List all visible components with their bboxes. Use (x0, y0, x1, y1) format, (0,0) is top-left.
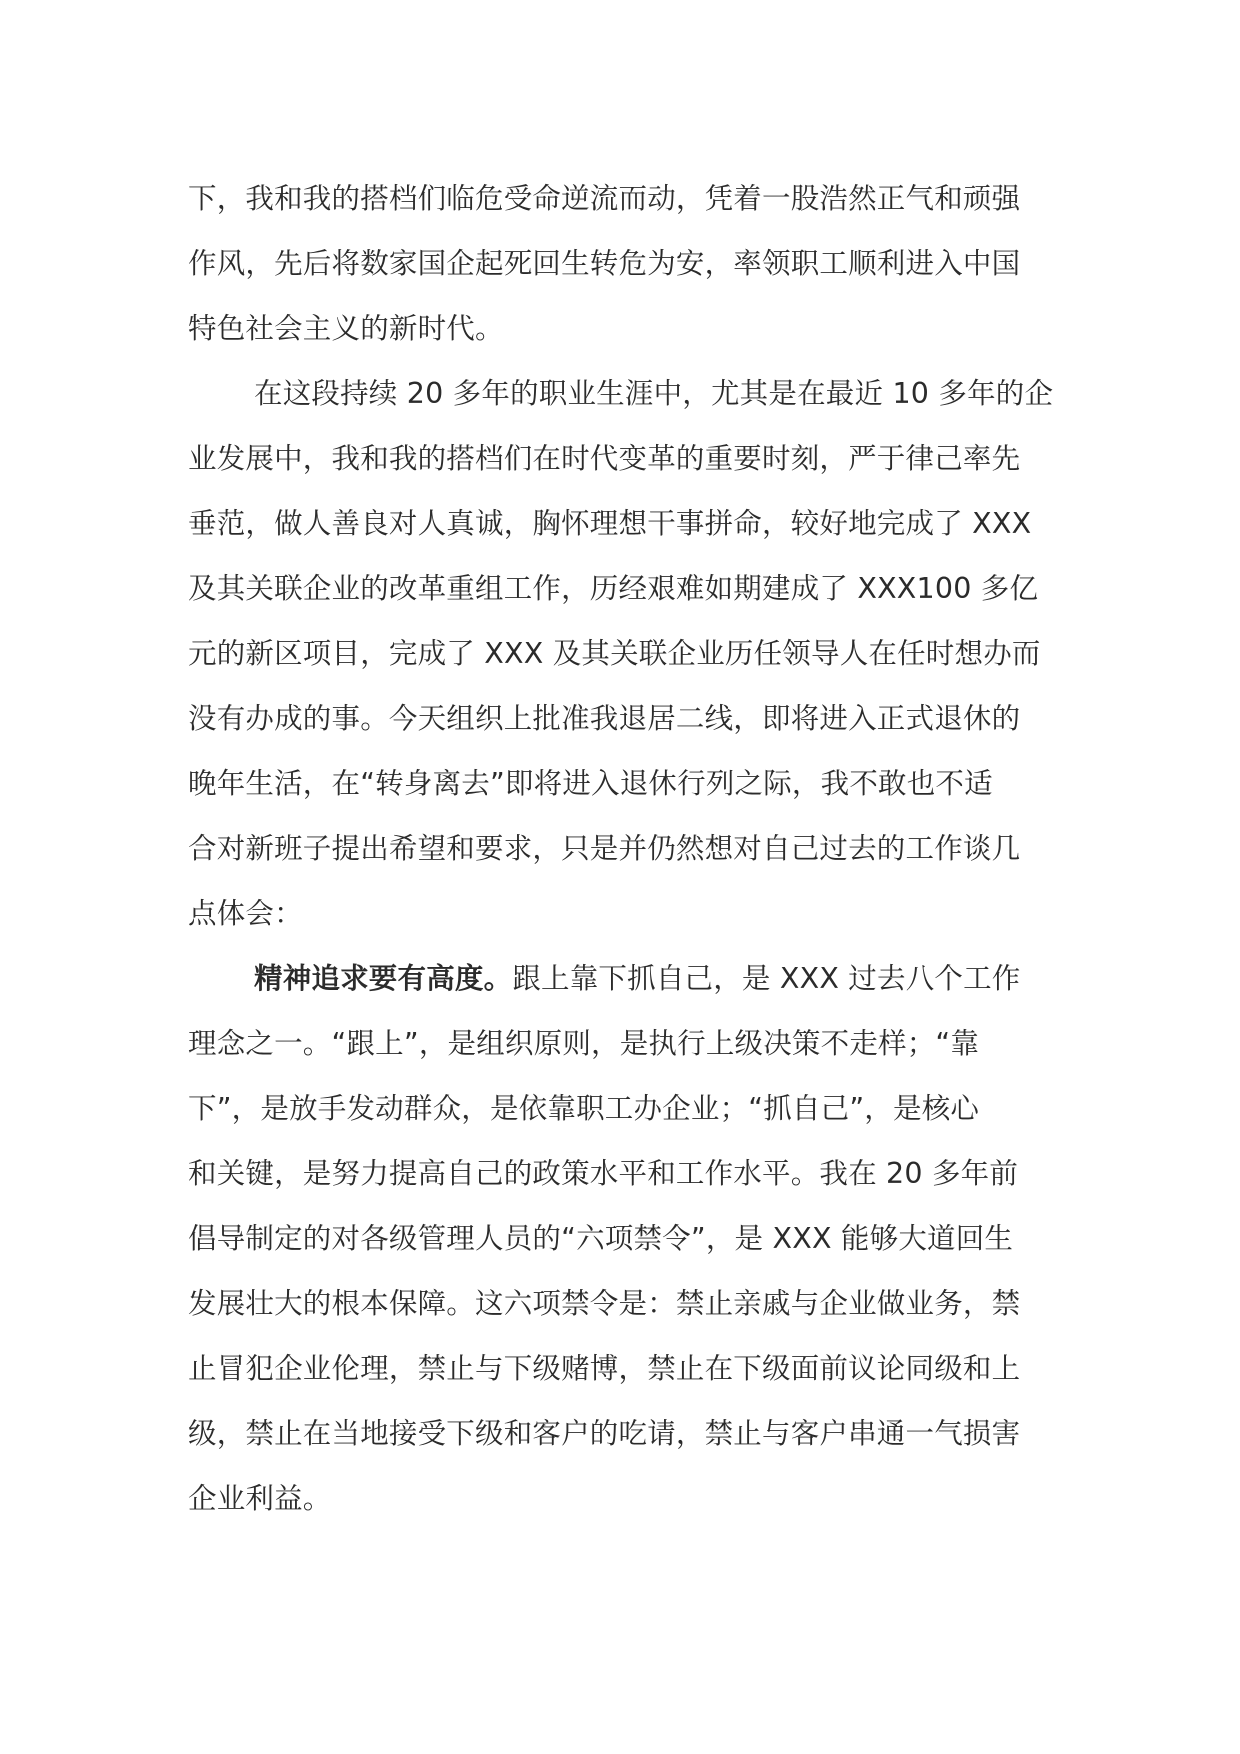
text-line: 发展壮大的根本保障。这六项禁令是：禁止亲戚与企业做业务，禁 (188, 1287, 1021, 1320)
text-line (188, 946, 1054, 1011)
text-line: 理念之一。“跟上”，是组织原则，是执行上级决策不走样；“靠 (188, 1027, 980, 1060)
text-line: 及其关联企业的改革重组工作，历经艰难如期建成了 XXX100 多亿 (188, 572, 1039, 605)
text-line: 在这段持续 20 多年的职业生涯中，尤其是在最近 10 多年的企 (254, 377, 1054, 410)
text-line: 下”，是放手发动群众，是依靠职工办企业；“抓自己”，是核心 (188, 1092, 980, 1125)
text-line: 级，禁止在当地接受下级和客户的吃请，禁止与客户串通一气损害 (188, 1417, 1021, 1450)
text-line: 垂范，做人善良对人真诚，胸怀理想干事拼命，较好地完成了 XXX (188, 507, 1032, 540)
text-line: 作风，先后将数家国企起死回生转危为安，率领职工顺利进入中国 (188, 247, 1021, 280)
paragraph-1 (188, 166, 1054, 361)
text-line: 没有办成的事。今天组织上批准我退居二线，即将进入正式退休的 (188, 702, 1021, 735)
text-line: 元的新区项目，完成了 XXX 及其关联企业历任领导人在任时想办而 (188, 637, 1041, 670)
text-line: 企业利益。 (188, 1482, 332, 1515)
text-line: 止冒犯企业伦理，禁止与下级赌博，禁止在下级面前议论同级和上 (188, 1352, 1021, 1385)
text-line: 倡导制定的对各级管理人员的“六项禁令”，是 XXX 能够大道回生 (188, 1222, 1014, 1255)
text-line: 特色社会主义的新时代。 (188, 312, 504, 345)
text-run: 跟上靠下抓自己，是 XXX 过去八个工作 (512, 962, 1021, 995)
text-line: 点体会： (188, 897, 303, 930)
paragraph-2 (188, 361, 1054, 946)
text-line: 和关键，是努力提高自己的政策水平和工作水平。我在 20 多年前 (188, 1157, 1019, 1190)
text-line: 合对新班子提出希望和要求，只是并仍然想对自己过去的工作谈几 (188, 832, 1021, 865)
text-line: 晚年生活，在“转身离去”即将进入退休行列之际，我不敢也不适 (188, 767, 993, 800)
text-line: 下，我和我的搭档们临危受命逆流而动，凭着一股浩然正气和顽强 (188, 182, 1021, 215)
text-line: 业发展中，我和我的搭档们在时代变革的重要时刻，严于律己率先 (188, 442, 1021, 475)
section-heading: 精神追求要有高度。 (254, 962, 513, 995)
paragraph-3 (188, 946, 1054, 1531)
document-body (188, 166, 1054, 1531)
